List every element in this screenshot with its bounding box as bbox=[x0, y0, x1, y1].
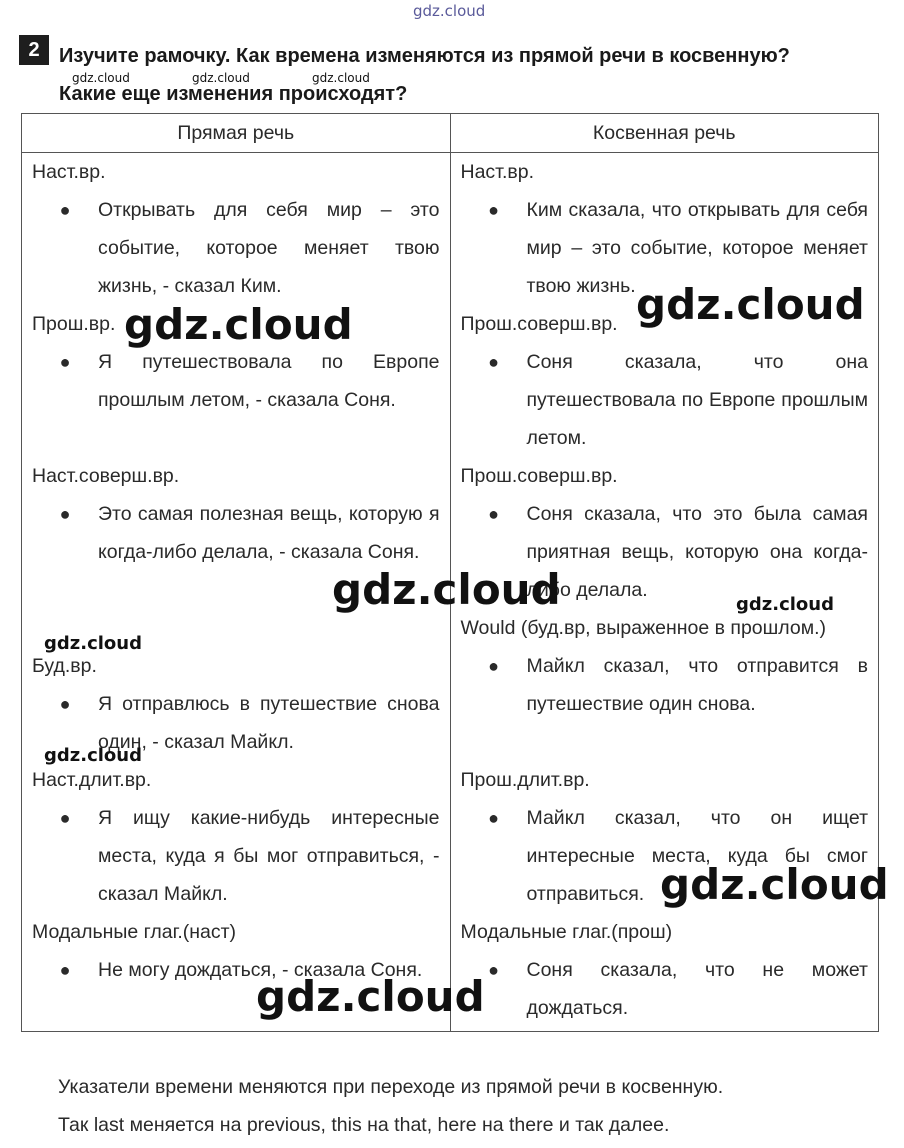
bullet-icon: ● bbox=[59, 694, 71, 714]
footnote bbox=[58, 1068, 878, 1144]
example-text: Майкл сказал, что отправится в путешествие один снова. bbox=[526, 655, 868, 715]
watermark: gdz.cloud bbox=[636, 280, 865, 329]
footnote-line-2: Так last меняется на previous, this на that, here на there и так далее. bbox=[58, 1114, 670, 1136]
reported-cell bbox=[450, 913, 879, 1032]
watermark: gdz.cloud bbox=[256, 972, 485, 1021]
watermark: gdz.cloud bbox=[312, 71, 370, 85]
direct-cell bbox=[22, 457, 451, 647]
watermark: gdz.cloud bbox=[332, 565, 561, 614]
header-direct-speech: Прямая речь bbox=[22, 114, 451, 153]
table-row bbox=[22, 647, 879, 761]
list-item bbox=[461, 951, 869, 1027]
task-instruction bbox=[59, 37, 899, 113]
watermark: gdz.cloud bbox=[44, 745, 142, 766]
list-item bbox=[32, 799, 440, 913]
tense-label: Прош.вр. bbox=[32, 313, 116, 335]
bullet-icon: ● bbox=[488, 504, 499, 524]
example-text: Я отправлюсь в путешествие снова один, - сказал Майкл. bbox=[98, 693, 440, 753]
bullet-icon: ● bbox=[488, 808, 499, 828]
example-text: Я ищу какие-нибудь интересные места, куда я бы мог отправиться, - сказал Майкл. bbox=[98, 807, 440, 905]
bullet-icon: ● bbox=[488, 960, 499, 980]
list-item bbox=[461, 343, 869, 457]
would-note: Would (буд.вр, выраженное в прошлом.) bbox=[460, 617, 827, 639]
direct-cell bbox=[22, 153, 451, 306]
watermark: gdz.cloud bbox=[192, 71, 250, 85]
reported-cell bbox=[450, 647, 879, 761]
bullet-icon: ● bbox=[59, 352, 71, 372]
direct-cell bbox=[22, 647, 451, 761]
example-text: Соня сказала, что она путешествовала по Европе прошлым летом. bbox=[526, 351, 868, 449]
list-item bbox=[32, 343, 440, 419]
list-item bbox=[32, 191, 440, 305]
bullet-icon: ● bbox=[488, 656, 499, 676]
example-text: Ким сказала, что открывать для себя мир – это событие, которое меняет твою жизнь. bbox=[526, 199, 868, 297]
task-instruction-line-2: Какие еще изменения происходят? bbox=[59, 83, 408, 105]
direct-cell bbox=[22, 761, 451, 913]
tense-label: Наст.соверш.вр. bbox=[32, 465, 180, 487]
bullet-icon: ● bbox=[59, 960, 71, 980]
bullet-icon: ● bbox=[59, 504, 71, 524]
bullet-icon: ● bbox=[488, 352, 499, 372]
list-item bbox=[461, 647, 869, 723]
tense-label: Наст.вр. bbox=[460, 161, 534, 183]
header-reported-speech: Косвенная речь bbox=[450, 114, 879, 153]
watermark: gdz.cloud bbox=[736, 594, 834, 615]
watermark-top: gdz.cloud bbox=[413, 2, 486, 20]
example-text: Я путешествовала по Европе прошлым летом, - сказала Соня. bbox=[98, 351, 440, 411]
reported-cell bbox=[450, 457, 879, 647]
example-text: Майкл сказал, что он ищет интересные места, куда бы смог отправиться. bbox=[526, 807, 868, 905]
tense-label: Модальные глаг.(наст) bbox=[32, 921, 237, 943]
watermark: gdz.cloud bbox=[660, 860, 889, 909]
bullet-icon: ● bbox=[59, 808, 71, 828]
tense-label: Модальные глаг.(прош) bbox=[460, 921, 673, 943]
example-text: Не могу дождаться, - сказала Соня. bbox=[98, 959, 423, 981]
list-item bbox=[32, 495, 440, 571]
watermark: gdz.cloud bbox=[124, 300, 353, 349]
task-number-badge: 2 bbox=[19, 35, 49, 65]
table-row bbox=[22, 457, 879, 647]
footnote-line-1: Указатели времени меняются при переходе из прямой речи в косвенную. bbox=[58, 1076, 724, 1098]
tense-label: Прош.соверш.вр. bbox=[460, 465, 618, 487]
tense-label: Прош.длит.вр. bbox=[460, 769, 590, 791]
example-text: Это самая полезная вещь, которую я когда-либо делала, - сказала Соня. bbox=[98, 503, 440, 563]
watermark: gdz.cloud bbox=[72, 71, 130, 85]
tense-label: Наст.вр. bbox=[32, 161, 106, 183]
tense-label: Буд.вр. bbox=[32, 655, 97, 677]
example-text: Соня сказала, что это была самая приятная вещь, которую она когда-либо делала. bbox=[526, 503, 868, 601]
tense-label: Прош.соверш.вр. bbox=[460, 313, 618, 335]
bullet-icon: ● bbox=[59, 200, 71, 220]
example-text: Соня сказала, что не может дождаться. bbox=[526, 959, 868, 1019]
task-instruction-line-1: Изучите рамочку. Как времена изменяются из прямой речи в косвенную? bbox=[59, 45, 790, 67]
tense-label: Наст.длит.вр. bbox=[32, 769, 152, 791]
table-header-row bbox=[22, 114, 879, 153]
watermark: gdz.cloud bbox=[44, 633, 142, 654]
example-text: Открывать для себя мир – это событие, которое меняет твою жизнь, - сказал Ким. bbox=[98, 199, 440, 297]
bullet-icon: ● bbox=[488, 200, 499, 220]
